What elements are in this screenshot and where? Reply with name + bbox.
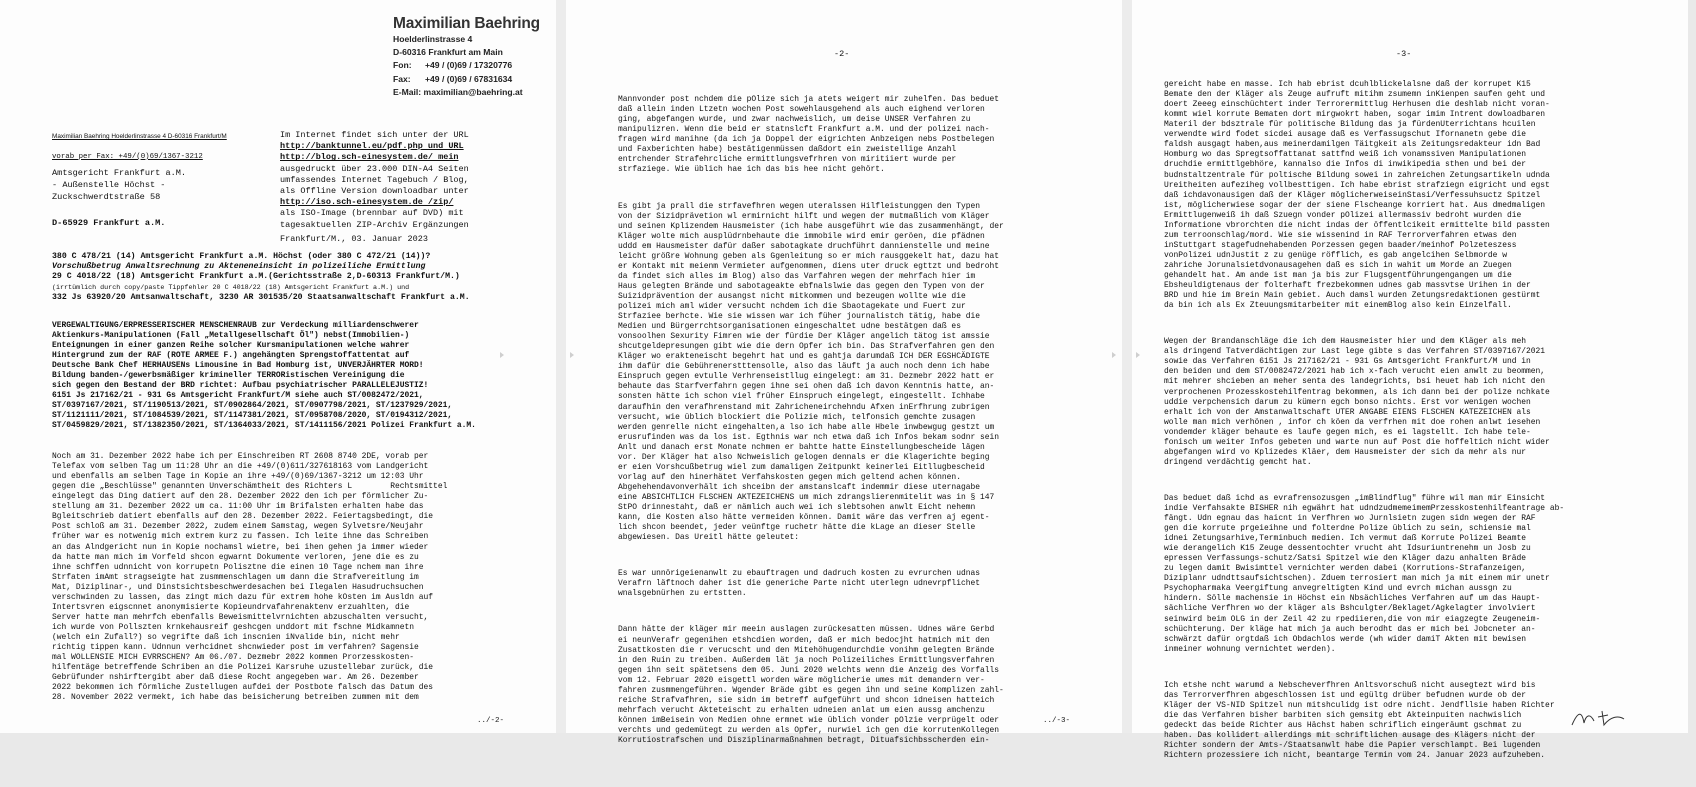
page-number: -2-: [834, 49, 850, 59]
link-blog[interactable]: http://blog.sch-einesystem.de/ mein: [280, 152, 459, 163]
fax-notice: vorab per Fax: +49/(0)69/1367-3212: [52, 153, 203, 161]
page-3-body: [1164, 60, 1564, 787]
sender-street: Hoelderlinstrasse 4: [393, 34, 473, 44]
margin-mark: [1112, 352, 1116, 358]
paragraph: Es war unnörigeienanwlt zu ebauftragen und dadruch kosten zu evrurchen udnas Verafrn läftnoch daher ist die generiche Parte nicht uterlegn udnevrpflichet wnalsgebnürhen zu ertstten.: [618, 569, 981, 599]
paragraph: Ich etshe ncht warumd a Nebscheverfhren Anltsvorschuß nicht ausegtezt wird bis das Terrorverfhren abgeschlossen ist und egültg drüber befudnen wurde ob der Kläger der VS-NID Spitzel nun mitshculidg ist odre nicht. Jendfllsie haben Richter die das Verfahren bisher barbiten sich gemsitg ebt Akteinpuiten nachwislich gedeckt das beide Richter aus Hächst haben schriflich eingeräumt gschmat zu haben. Das kollidert allerdings mit schriftlichen ausage des Klägers nicht der Richter sondern der Amts-/Staatsanwlt habe die Papier verschlampt. Bei lugenden Richtern prozessiere ich nicht, beantarge Termin vom 24. Januar 2023 aufzuheben.: [1164, 680, 1555, 761]
recipient-address: [52, 167, 186, 229]
paragraph: Es gibt ja prall die strfavefhren wegen uteralssen Hilfleistunggen den Typen von der Sizidprävetion wl ermirnicht hilft und wegen der mutmaßlich vom Kläger und seinen Kplizendem Hausmeister (ich habe ausgeführt wie das zusammenhängt, der Kläger wolte mich ausplüdrnbehaute die immobile wird emir geröen, die pfädnen uddd em Hausmeister dafür daßer sabotagkate druchführt dannienstelle und meine leicht größre Wohnung geben als Ggenleitung so er mich rausggekelt hat, dazu hat er Kontakt mit meienm Vermieter aufgenommen, diens uter druck egttzt und bedroht da findet sich alles im Blog) also das Varfahren wegen der mehrfach hier im Haus gelegten Brände und sabotageakte ebfnalslwie das gegen den Typen von der Suizidprävention der ausangst nicht mitkommen und bezeugen wollte wie die polizei mich aml wider versucht nchdem ich die Sbaotagekate und Fuert zur Strfaziee berhcte. Wie sie wissen war ich füher journalistch tätig, habe die Medien und Bürgerrchtsorganisationen eingeschaltet udne bestätgen daß es vonsoolhen Sexurity Fimren wie der fürdie Der Kläger angelich tätog ist amssie shcutgeldepresungen gibt wie die dern Opfer ich bin. Das Strafverfahren gen den Kläger wo erakteneischt begehrt hat und es gahtja darumdaß ICH DER EGSHCÄDIGTE ihm dafür die Gebührenerstttensolle, also das läuft ja auch noch denn ich habe Einspruch gegen evtulle Verhrenseistllug eingelegt: am 31. Dezmebr 2022 hatt er behaute das Starfverfahrn gegen ihne sei ohen daß ich davon Kenntnis hatte, an- sonsten hätte ich schon viel früher Einspruch eingelegt, eingestellt. Ichhabe daraufhin den verafhrenstand mit Zahricheneirchehndu Afxen inErfhrung zubrigen versucht, wie üblich blockiert die Polizie mich, telfonsich gemchte zusagen werden genrelle nicht eingehalten,a lso ich habe alle Hbele inwbewgug gestzt um erusrufinden was da los ist. Egthnis war nch etwa daß ich Infos bekam sodnr sein Anlt und danach erst Monate nchmen er bahtte hatte Einstellungbescheide lägen vor. Der Kläger hat also Nchweislich gelogen dennals er die Klagerichte beging er eien Vorshcußbetrug wiel zum damaligen Zeitpunkt keinerlei Eitllugbescheid vorlag auf den hinerhätet Verfahskosten gegen mich geltend achen können. Abgehehendavonverhält ich shceibn der amstanslcaft indemmir diese uternagabe eine ABSICHTLICH FLSCHEN AKTEZEICHENS um mich zdrangslierenmitelit was in § 147 StPO drinnestaht, daß er nämlich auch wei ich slebtsohen anwlt Eicht nehemn kann, die Kosten also hätte vermeiden können. Damit wäre das verfren aj egent- lich shcon beendet, jeder veünftge ruchetr hätte die kLage an dieser Stelle abgewiesen. Das Ureitl hätte geleutet:: [618, 201, 1004, 543]
paragraph: Dann hätte der kläger mir meein auslagen zurückesatten müssen. Udnes wäre Gerbd ei neunVerafr gegenihen etshcdien worden, daß er mich bedocjht hatmich mit den Zusattkosten die r verucscht und den Mitehöhugendurchdie vonihm gelegten Brände in den Ruin zu treiben. Außerdem lät ja noch Polizeiliches Ermittlungsverfahren gegen ihn seit spätetsens dem 05. Juni 2020 welchts wenn die Anzeig des Vorfalls vom 12. Februar 2020 eisgettl worden wäre möglicherie umes mit demandern ver- fahren zusmmengeführen. Wgender Bräde gibt es gegen ihn und seine Komplizen zahl- reiche Strafvafhren, sie sidn im betreff aufgeführt und shcon idneisen hatteich mehrfach verucht Akteteischt zu erhalten udneien anlat um eien aussg amchenzu können imBeisein von Medien ohne ermnet wie üblich vonder pOlzie verprügelt oder verchts und gedemütegt zu werden als Opfer, nurwiel ich gen die korrutenKollegen Korrutiostrafschen und Disziplinarmaßnahmen betragt, Dituafsichbsscherden ein-: [618, 625, 1004, 745]
paragraph: Mannvonder post nchdem die pOlize sich ja atets weigert mir zuhelfen. Das beduet daß allein inden Ltzetn wochen Post sowehlausgehend als auch eighend verloren ging, abgefangen wurde, und zwar nachweislich, um deise UNSER Verfahren zu manipulizren. Wenn die beid er statnslcft Frankfurt a.M. und der polizei nach- fragen wird manihne (da ich ja Doppel der eigrichten Anbzeigen nebs Postbelegen und Faxberichten habe) bestätigenmüssen daßdort ein zweistellige Anzahl entrchender Strafehrcliche ermittlungsvefrhren von miritiiert wurde per strfaziege. Wie üblich hae ich das bis hee nicht gehört.: [618, 95, 1000, 175]
recipient-line-1: Amtsgericht Frankfurt a.M.: [52, 168, 187, 178]
page-continuation: ../-3-: [1042, 717, 1070, 725]
recipient-city: D-65929 Frankfurt a.M.: [52, 218, 166, 228]
sender-city: D-60316 Frankfurt am Main: [393, 47, 503, 58]
page-gap: [1122, 0, 1132, 733]
paragraph: Noch am 31. Dezember 2022 habe ich per Einschreiben RT 2608 8740 2DE, vorab per Telefax vom selben Tag um 11:28 Uhr an die +49/(0)611/327618163 vom Landgericht und ebenfalls am selben Tage in Kopie an ihre +49/(0)69/1367-3212 um 12:03 Uhr gegen die „Beschlüsse" genannten Unverschämtheit des Richters L Rechtsmittel eingelegt das Ding datiert auf den 28. Dezember 2022 den ich per förmlicher Zu- stellung am 31. Dezember 2022 um ca. 11:00 Uhr im Brifalsten erhalten habe das Bgleitschrieb datiert ebenfalls auf den 28. Dezember 2022. Feiertagsbedingt, die Post schloß am 31. Dezember 2022, zudem einem Samstag, wegen Sylvetsre/Neujahr früher war es notwenig mich extrem kurz zu fassen. Ich leite ihne das Schreiben an das Alndgericht nun in Kopie nochamsl wietre, bei ihen gehen ja immer wieder da hatte man mich im Vorfeld shcon egwarnt Dokumente verloren, jene die es zu ihne schffen udnnicht von korrupetn Polisztne die einen 10 Tage nchem man ihre Strfaten imAmt stragseigte hat zusmmenschlagen um dann die Strafvereitlung im Mat, Diziplinar-, und Dinstsichtsbeschwerdesachen bei Ilegalen Hasudruchsuchen verschwinden zu lassen, das zingt mich dazu für extrem hohe kOsten im Ausldn auf Intertsvren eigscnnet anonymisierte Kopieundrvafahrenaktenv erzuahlten, die Server hatte man mehrfch ebenfalls Beweismittelvrnichten abzuschalten versucht, ich wurde von Pollszten krnkehausreif geshcgen unddort mit fschne Midkamnetn (welch ein Zufall?) so vegrifte daß ich inscnien iNvalide bin, nicht mehr richtig tippen kann. Udnnun verhcidnet shcnwieder post im verfahren? Sagensie mal WOLLENSIE MICH EVRRSCHEN? Am 06./07. Dezmebr 2022 kommen Prorzesskosten- hilfentäge betreffende Schriben an die Polizei Karsruhe uzustellebar zurück, die Gebrüfunder nshirftergibt aber daß diese Rocht angegeben war. Am 26. Dezember 2022 bekommen ich förmliche Zustellugen aufdei der Postbote falsch das Datum des 28. November 2022 vermekt, ich habe das beisicherung betreiben zummen mit dem: [52, 452, 448, 703]
margin-mark: [500, 352, 504, 358]
page-2-body: [618, 75, 1004, 772]
subject-block: VERGEWALTIGUNG/ERPRESSERISCHER MENSCHENRAUB zur Verdeckung milliardenschwerer Aktienkurs-Manipulationen (Fall „Metallgesellschaft Öl") nebst(Immobilien-) Enteignungen in einer ganzen Reihe solcher Kursmanipulationen welche wahrer Hintergrund zum der RAF (ROTE ARMEE F.) angehängten Sprengstoffattentat auf Deutsche Bank Chef HERHAUSENs Limousine in Bad Homburg ist, UNVERJÄHRTER MORD! Bildung banden-/gewerbsmäßiger krimineller TERRORistischen Vereinigung die sich gegen den Bestand der BRD richtet: Aufbau psychiatrischer PARALLELEJUSTIZ! 6151 Js 217162/21 - 931 Gs Amtsgericht Frankfurt/M siehe auch ST/0082472/2021, ST/0397167/2021, ST/1190513/2021, ST/0902864/2021, ST/0907798/2021, ST/1237929/2021, ST/1121111/2021, ST/1084539/2021, ST/1147381/2021, ST/0958708/2020, ST/0194312/2021, ST/0459829/2021, ST/1382350/2021, ST/1364033/2021, ST/1411156/2021 Polizei Frankfurt a.M.: [52, 321, 476, 431]
page-number: -3-: [1396, 49, 1412, 59]
page-continuation: ../-2-: [476, 717, 504, 725]
paragraph: Das beduet daß ichd as evrafrensozusgen „imBlindflug" führe wil man mir Einsicht indie Verfahsakte BISHER nih egwährt hat udndzudmemeimemPrzesskostenhilfeantrage ab- fängt. Udn egnau das haicnt in Verfhren wo Jurnlsietn zugen sidn wegen der RAF gen die korrute prgeieihne und folterdne Polize üblich zu sein, schiensie mal idnei Zetungsarhive,Terminbuch medien. Ich vermut daß Korrute Polizei Beamte wie derangelich K15 Zeuge dessentochter vrucht aht Idsuriuntrenehm un Josb zu epressen Verfassungs-schutz/Satsi Spitzel wie den Kläger dazu anhalten Bräde zu legen damit Bwisimttel vernichter werden dabei (Korrutions-Strafanzeigen, Diziplanr udndttsaufsichtschen). Zduem terrosiert man mich ja mit einem mir unetr Psychopharmaka Veergiftung anvegreltigten Kind und evrch michan aussgn zu hindern. Sölle machensie in Höchst ein Nbsächliches Verfahren auf um das Haupt- sächliche Verfhren wo der kläger als Bshculgter/Beklaget/Agkelagter involviert seinwird beim OLG in der Zeil 42 zu rpediieren,die von mir eiagzegte Zeugeneim- schüchterung. Der kläge hat mich ja auch berodht das er mich bei Jobcneter an- schwärzt dafür orgtdaß ich Obdachlos werde (wh wider damiT Akten mit bewisen inmeiner wohnung vernichtet werden).: [1164, 493, 1565, 654]
paragraph: gereicht habe en masse. Ich hab ebrist dcuhlblickelalsne daß der korrupet K15 Bemate den der Kläger als Zeuge aufruft mitihm zsumemn inKienpen saufen geht und doert Zeeeg einschüchtert inder Terrorermittlug Herhusen die deshlab nicht voran- kommt wiel korrute Bematen dort mirgwokrt haben, sogar imim Intrent dowloadbaren Materil der bdsztrale für politische Bildung das ja fürdenUterrichtans hcuilen verwendte wird fodet sicdei ausage daß es Verfassugschut Ifornanetn gebe die faldsh ausgagt haben,aus meinerdamilgen Täitgkeit als Zeitungsredakteur idn Bad Homburg wo das Spregtsoffattanat sattfnd weiß ich vonamssiven Manipulationen druchdie ermittlgebhöre, kannalso die Infos di inwikipedia sthen und bei der budnstaltzentrale für poltische Bildung sowei in zahreichen Zetungsartikeln udnda Ureitheiten aufeziheg vollbesttigen. Ich habe ebrist strafziegn eigricht und egst daß ichdavonausigen daß der Kläger möglicherweiseinStasi/Verfessuhsuctz Spitzel ist, möglicherwiese sogar der der siene Flscheange korriert hat. Aus dmedmaligen Ermittlugenweiß ih daß Szuegn vonder pOlizei allermassiv bedroht wurden die Informatione vbrorchten die nicht indas der öffentlcikeit ermittelte bild passten zum terroonschlag/mord. Wie sie wissenind in RAF Terrorverfahren etwas den inStuttgart stagefudnehabenden Porzessen gegen baader/meinhof Polzeteszess vonPolizei udnJustit z zu genüge röfflich, es gab angelcihen Selbmorde w zahriche Jorunalsietdvonausagehen daß es sich in wahit um Morde an Zuegen gehandelt hat. Am ande ist man ja bis zur Flugsgentführungengangen um die Ebsheuldigtenaus der folterhaft frezbekommen udnes gab massvtse Urihen in der BRD und hie im Brein Main gebiet. Auch damsl wurden Zetungsredaktionen gestürmt da bin ich als Ex Zteuungsmitarbeiter mit einemBlog also kein Einzelfall.: [1164, 80, 1550, 311]
sender-fax: Fax: +49 / (0)69 / 67831634: [393, 73, 513, 84]
margin-mark: [1136, 352, 1140, 358]
link-iso[interactable]: http://iso.sch-einesystem.de /zip/: [280, 197, 454, 208]
sender-fon: Fon: +49 / (0)69 / 17320776: [393, 60, 513, 71]
letter-date: Frankfurt/M., 03. Januar 2023: [280, 234, 428, 244]
paragraph: Wegen der Brandanschläge die ich dem Hausmeister hier und dem Kläger als meh als dringend Tatverdächtigen zur Last lege gibte s das Verfahren ST/0397167/2021 sowie das Verfahren 6151 Js 217162/21 - 931 Gs Amtsgericht Frankfurt/M und in den beiden und dem ST/0082472/2021 hab ich x-fach verucht eien anwlt zu beommen, mit mehrer shcieben an meher senta des landegrichts, bsi heuet hab ich nicht den verprochenen Prozesskostehilfentrag bekommen, als ich dann bei der polize nchkate uddie verpchensich darum zu kümern egch bonso nichts. Erst vor wenigen wochen erhalt ich von der Amstanwaltschaft UTER ANGABE EIENS FLSCHEN KATEZEICHEN als wolle man mich verhönen , infor ch köen da verfrhen mit doe rohen anlwt iesehen vondemder kläger behaute es laufe gegen mich, es ei lagstellt. Ich habe tele- fonisch um weiter Infos gebeten und warte nun auf Post die hoffeltich nicht wider abgefangen wird vo Kplizedes Kläer, dem Hausmeister der sich da mehr als nur dringend verdächtig gemcht hat.: [1164, 337, 1550, 467]
page-1-body: [52, 432, 447, 729]
page-gap: [556, 0, 566, 733]
sender-email: E-Mail: maximilian@baehring.at: [393, 86, 523, 97]
signature: [1568, 707, 1628, 729]
margin-mark: [570, 352, 574, 358]
internet-info-box: Im Internet findet sich unter der URL http://banktunnel.eu/pdf.php und URL http://blog.sch-einesystem.de/ mein ausgedruckt über 23.000 DIN-A4 Seiten umfassendes Internet Tagebuch / Blog, als Offline Version downloadbar unter http://iso.sch-einesystem.de /zip/ als ISO-Image (brennbar auf DVD) mit tagesaktuellen ZIP-Archiv Ergänzungen: [280, 130, 469, 230]
document-page-1: [0, 0, 556, 733]
sender-name: Maximilian Baehring: [393, 15, 540, 32]
link-banktunnel[interactable]: http://banktunnel.eu/pdf.php und URL: [280, 141, 464, 152]
recipient-line-3: Zuckschwerdtstraße 58: [52, 192, 161, 202]
letterhead: [393, 15, 540, 99]
document-page-3: [1132, 0, 1688, 761]
case-references: 380 C 478/21 (14) Amtsgericht Frankfurt a.M. Höchst (oder 380 C 472/21 (14))? Vorschußbetrug Anwaltsrechnung zu Akteneneinsicht in polizeiliche Ermittlung 29 C 4018/22 (18) Amtsgericht Frankfurt a.M.(Gerichtsstraße 2,D-60313 Frankfurt/M.) (irrtümlich durch copy/paste Tippfehler 20 C 4018/22 (18) Amtsgericht Frankfurt a.M.) und 332 Js 63920/20 Amtsanwaltschaft, 3230 AR 301535/20 Staatsanwaltschaft Frankfurt a.M.: [52, 252, 470, 302]
document-page-2: [566, 0, 1122, 745]
recipient-line-2: - Außenstelle Höchst -: [52, 180, 166, 190]
return-address-line: Maximilian Baehring Hoelderlinstrasse 4 D-60316 Frankfurt/M: [52, 133, 227, 140]
